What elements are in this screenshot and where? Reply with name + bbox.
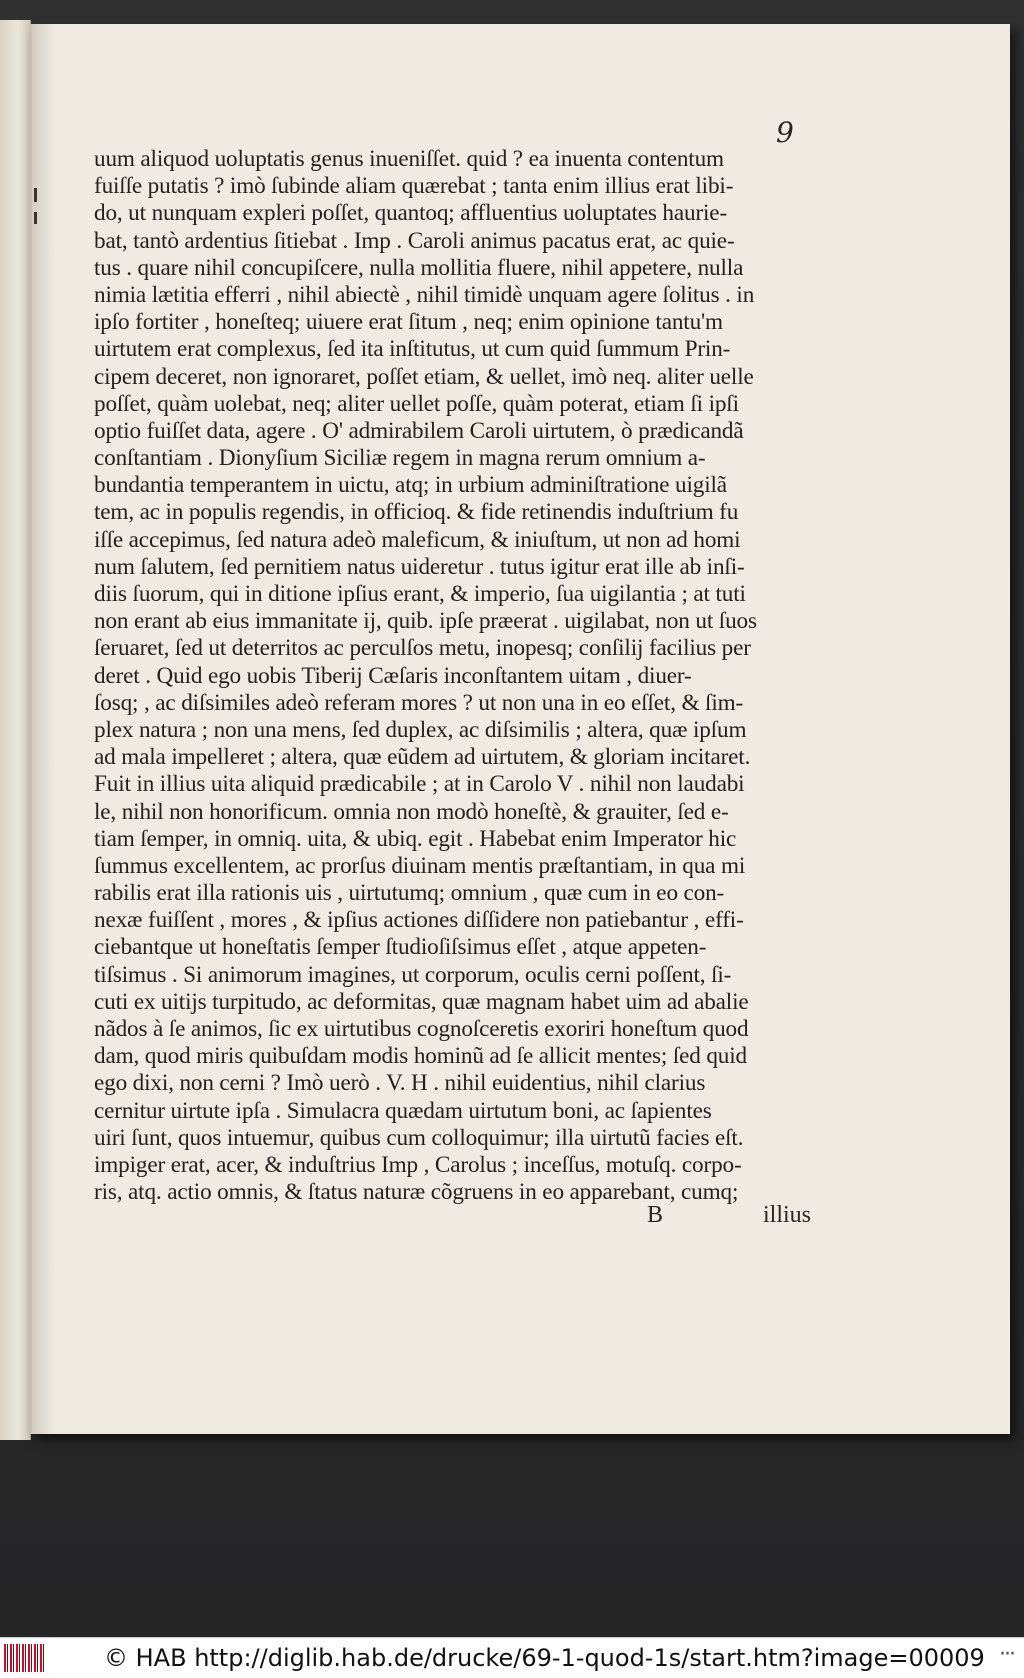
barcode-icon xyxy=(4,1644,46,1672)
text-line: cipem deceret, non ignoraret, poſſet etiam, & uellet, imò neq. aliter uelle xyxy=(94,363,754,390)
text-line: tiam ſemper, in omniq. uita, & ubiq. egit . Habebat enim Imperator hic xyxy=(94,825,737,852)
text-line: fuiſſe putatis ? imò ſubinde aliam quærebat ; tanta enim illius erat libi- xyxy=(94,173,734,200)
text-line: ciebantque ut honeſtatis ſemper ſtudioſiſsimus eſſet , atque appeten- xyxy=(94,934,707,961)
footer-bar xyxy=(0,1637,1024,1678)
text-line: poſſet, quàm uolebat, neq; aliter uellet poſſe, quàm poterat, etiam ſi ipſi xyxy=(94,390,739,417)
more-icon[interactable]: ··· xyxy=(999,1642,1014,1667)
text-line: ris, atq. actio omnis, & ſtatus naturæ cõgruens in eo apparebant, cumq; xyxy=(94,1179,739,1206)
text-line: num ſalutem, ſed pernitiem natus uideretur . tutus igitur erat ille ab inſi- xyxy=(94,553,745,580)
text-line: deret . Quid ego uobis Tiberij Cæſaris inconſtantem uitam , diuer- xyxy=(94,662,692,689)
text-line: Fuit in illius uita aliquid prædicabile ; at in Carolo V . nihil non laudabi xyxy=(94,771,745,798)
text-line: ſosq; , ac diſsimiles adeò referam mores ? ut non una in eo eſſet, & ſim- xyxy=(94,689,744,716)
text-line: optio fuiſſet data, agere . O' admirabilem Caroli uirtutem, ò prædicandã xyxy=(94,417,744,444)
page-gutter-shadow xyxy=(32,24,56,1434)
text-line: tem, ac in populis regendis, in officioq. & fide retinendis induſtrium fu xyxy=(94,499,739,526)
text-line: do, ut nunquam expleri poſſet, quantoq; affluentius uoluptates haurie- xyxy=(94,200,728,227)
body-text xyxy=(94,146,824,1206)
book-page xyxy=(30,24,1010,1434)
text-line: cuti ex uitijs turpitudo, ac deformitas, quæ magnam habet uim ad abalie xyxy=(94,988,749,1015)
margin-mark xyxy=(34,188,37,202)
text-line: cernitur uirtute ipſa . Simulacra quædam uirtutum boni, ac ſapientes xyxy=(94,1097,712,1124)
signature-mark: B xyxy=(647,1202,664,1228)
page-number: 9 xyxy=(776,116,794,149)
text-line: conſtantiam . Dionyſium Siciliæ regem in magna rerum omnium a- xyxy=(94,445,706,472)
text-line: plex natura ; non una mens, ſed duplex, ac diſsimilis ; altera, quæ ipſum xyxy=(94,716,747,743)
source-url-text[interactable]: © HAB http://diglib.hab.de/drucke/69-1-quod-1s/start.htm?image=00009 xyxy=(104,1644,985,1672)
text-line: diis ſuorum, qui in ditione ipſius erant, & imperio, ſua uigilantia ; at tuti xyxy=(94,581,746,607)
text-line: bat, tantò ardentius ſitiebat . Imp . Caroli animus pacatus erat, ac quie- xyxy=(94,227,735,254)
text-line: ſeruaret, ſed ut deterritos ac perculſos metu, inopesq; conſilij facilius per xyxy=(94,635,751,662)
text-line: ipſo fortiter , honeſteq; uiuere erat ſitum , neq; enim opinione tantu'm xyxy=(94,309,723,336)
text-line: bundantia temperantem in uictu, atq; in urbium adminiſtratione uigilã xyxy=(94,472,727,499)
text-line: ego dixi, non cerni ? Imò uerò . V. H . nihil euidentius, nihil clarius xyxy=(94,1070,706,1097)
facing-page-edge xyxy=(0,20,31,1440)
text-line: rabilis erat illa rationis uis , uirtutumq; omnium , quæ cum in eo con- xyxy=(94,880,725,907)
text-line: tiſsimus . Si animorum imagines, ut corporum, oculis cerni poſſent, ſi- xyxy=(94,961,732,988)
margin-mark xyxy=(34,212,37,224)
text-line: ad mala impelleret ; altera, quæ eũdem ad uirtutem, & gloriam incitaret. xyxy=(94,744,751,771)
text-line: non erant ab eius immanitate ij, quib. ipſe præerat . uigilabat, non ut ſuos xyxy=(94,608,757,635)
text-line: nãdos à ſe animos, ſic ex uirtutibus cognoſceretis exoriri honeſtum quod xyxy=(94,1016,749,1042)
text-line: iſſe accepimus, ſed natura adeò maleficum, & iniuſtum, ut non ad homi xyxy=(94,526,741,553)
text-line: uirtutem erat complexus, ſed ita inſtitutus, ut cum quid ſummum Prin- xyxy=(94,336,731,363)
catchword: illius xyxy=(763,1202,812,1228)
text-line: le, nihil non honorificum. omnia non modò honeſtè, & grauiter, ſed e- xyxy=(94,798,729,825)
text-line: uum aliquod uoluptatis genus inueniſſet. quid ? ea inuenta contentum xyxy=(94,146,724,172)
text-line: uiri ſunt, quos intuemur, quibus cum colloquimur; illa uirtutũ facies eſt. xyxy=(94,1124,744,1151)
text-line: impiger erat, acer, & induſtrius Imp , Carolus ; inceſſus, motuſq. corpo- xyxy=(94,1151,742,1178)
text-line: ſummus excellentem, ac prorſus diuinam mentis præſtantiam, in qua mi xyxy=(94,852,746,879)
text-line: dam, quod miris quibuſdam modis hominũ ad ſe allicit mentes; ſed quid xyxy=(94,1043,747,1070)
text-line: tus . quare nihil concupiſcere, nulla mollitia fluere, nihil appetere, nulla xyxy=(94,254,744,281)
text-line: nexæ fuiſſent , mores , & ipſius actiones diſſidere non patiebantur , effi- xyxy=(94,907,744,934)
text-line: nimia lætitia efferri , nihil abiectè , nihil timidè unquam agere ſolitus . in xyxy=(94,281,755,308)
